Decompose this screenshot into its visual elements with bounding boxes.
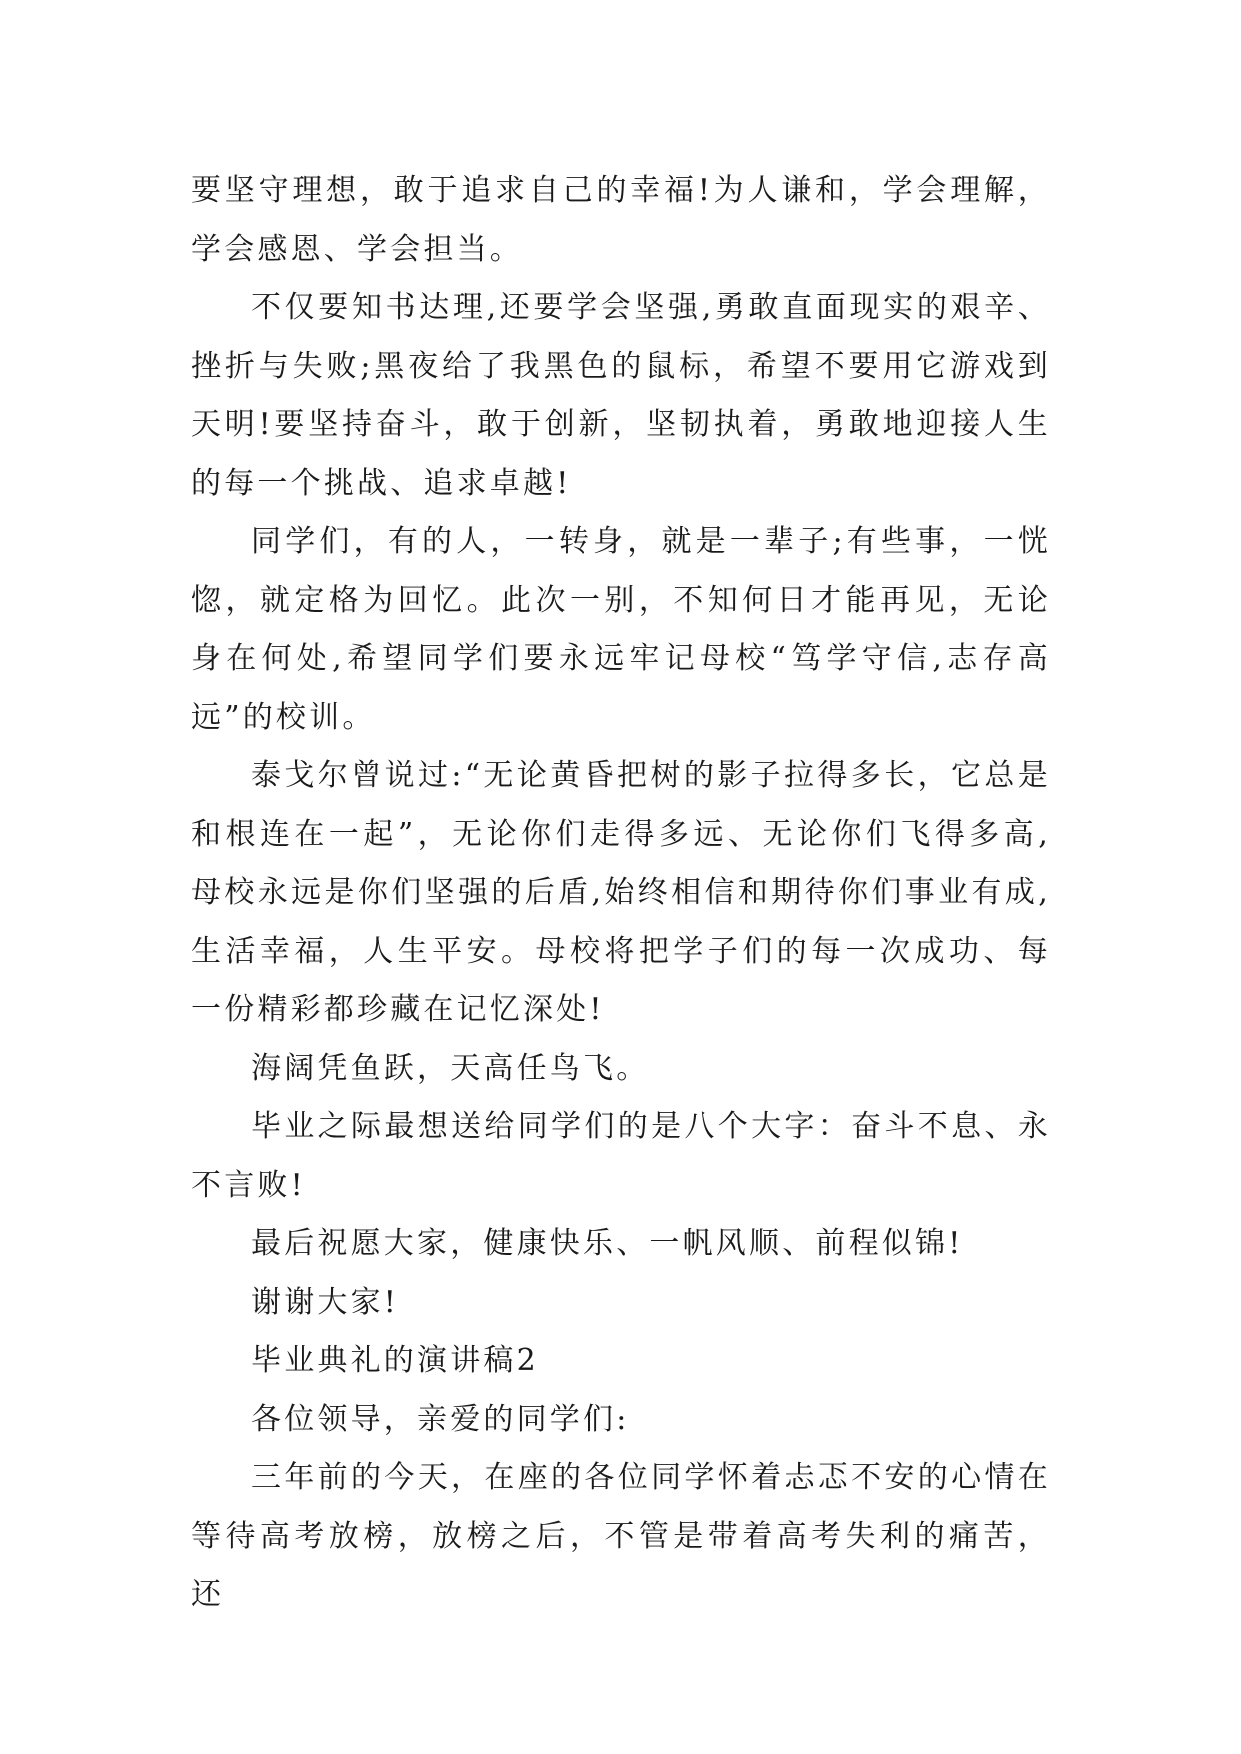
paragraph-8: 谢谢大家! xyxy=(251,1284,400,1320)
paragraph-1: 要坚守理想，敢于追求自己的幸福!为人谦和，学会理解，学会感恩、学会担当。 xyxy=(191,173,1051,267)
paragraph-4: 泰戈尔曾说过:“无论黄昏把树的影子拉得多长，它总是和根连在一起”，无论你们走得多远、无论你们飞得多高,母校永远是你们坚强的后盾,始终相信和期待你们事业有成,生活幸福，人生平安。母校将把学子们的每一次成功、每一份精彩都珍藏在记忆深处! xyxy=(191,758,1051,1027)
section-heading: 毕业典礼的演讲稿2 xyxy=(251,1343,539,1378)
salutation: 各位领导，亲爱的同学们: xyxy=(251,1401,630,1437)
paragraph-5: 海阔凭鱼跃，天高任鸟飞。 xyxy=(251,1050,650,1086)
paragraph-7: 最后祝愿大家，健康快乐、一帆风顺、前程似锦! xyxy=(251,1226,964,1261)
document-body xyxy=(191,162,1051,1625)
paragraph-11: 三年前的今天，在座的各位同学怀着忐忑不安的心情在等待高考放榜，放榜之后，不管是带着高考失利的痛苦，还 xyxy=(191,1460,1051,1612)
paragraph-2: 不仅要知书达理,还要学会坚强,勇敢直面现实的艰辛、挫折与失败;黑夜给了我黑色的鼠标，希望不要用它游戏到天明!要坚持奋斗，敢于创新，坚韧执着，勇敢地迎接人生的每一个挑战、追求卓越! xyxy=(191,290,1051,501)
paragraph-6: 毕业之际最想送给同学们的是八个大字：奋斗不息、永不言败! xyxy=(191,1109,1051,1203)
paragraph-3: 同学们，有的人，一转身，就是一辈子;有些事，一恍惚，就定格为回忆。此次一别，不知何日才能再见，无论身在何处,希望同学们要永远牢记母校“笃学守信,志存高远”的校训。 xyxy=(191,524,1051,735)
